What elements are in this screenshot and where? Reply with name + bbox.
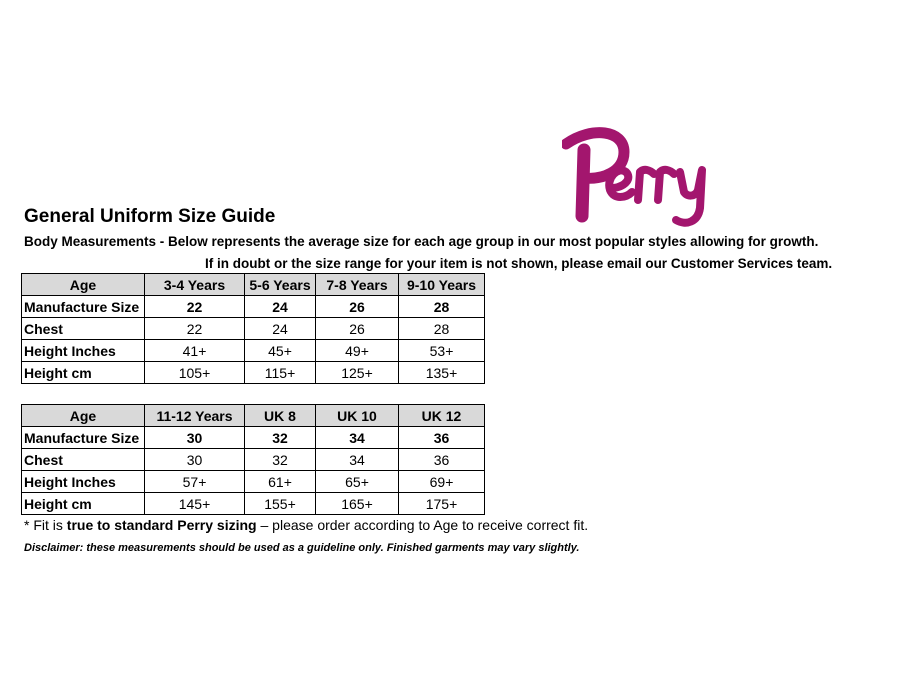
table-cell: 105+ [145, 362, 245, 384]
header-cell: UK 10 [316, 405, 399, 427]
table-cell: 155+ [245, 493, 316, 515]
table-cell: 41+ [145, 340, 245, 362]
row-label: Height Inches [22, 340, 145, 362]
table-cell: 34 [316, 427, 399, 449]
row-label: Height cm [22, 362, 145, 384]
table-cell: 145+ [145, 493, 245, 515]
table-row [22, 427, 485, 449]
table-row [22, 471, 485, 493]
table-cell: 165+ [316, 493, 399, 515]
table-row [22, 340, 485, 362]
table-cell: 69+ [399, 471, 485, 493]
table-row [22, 318, 485, 340]
header-cell: UK 12 [399, 405, 485, 427]
table-cell: 34 [316, 449, 399, 471]
table-cell: 49+ [316, 340, 399, 362]
table-cell: 22 [145, 296, 245, 318]
perry-logo [562, 126, 718, 232]
table-cell: 28 [399, 296, 485, 318]
table-cell: 175+ [399, 493, 485, 515]
table-cell: 26 [316, 296, 399, 318]
size-table-2 [21, 404, 485, 515]
table-cell: 65+ [316, 471, 399, 493]
table-cell: 24 [245, 296, 316, 318]
fit-note-suffix: – please order according to Age to receive correct fit. [256, 517, 589, 533]
table-cell: 61+ [245, 471, 316, 493]
table-cell: 125+ [316, 362, 399, 384]
header-cell: 11-12 Years [145, 405, 245, 427]
table-header-row [22, 405, 485, 427]
intro-line-1: Body Measurements - Below represents the average size for each age group in our most popular styles allowing for growth. [24, 234, 819, 249]
header-cell: 3-4 Years [145, 274, 245, 296]
table-cell: 24 [245, 318, 316, 340]
table-cell: 45+ [245, 340, 316, 362]
intro-line-2: If in doubt or the size range for your item is not shown, please email our Customer Services team. [205, 256, 833, 271]
size-table-1 [21, 273, 485, 384]
table-cell: 135+ [399, 362, 485, 384]
header-cell: 7-8 Years [316, 274, 399, 296]
row-label: Height Inches [22, 471, 145, 493]
table-cell: 53+ [399, 340, 485, 362]
table-cell: 36 [399, 449, 485, 471]
table-row [22, 362, 485, 384]
table-row [22, 449, 485, 471]
disclaimer: Disclaimer: these measurements should be used as a guideline only. Finished garments may vary slightly. [24, 542, 580, 554]
row-label: Height cm [22, 493, 145, 515]
header-cell: 9-10 Years [399, 274, 485, 296]
fit-note [24, 517, 588, 533]
table-header-row [22, 274, 485, 296]
fit-note-prefix: * Fit is [24, 517, 67, 533]
page-title: General Uniform Size Guide [24, 206, 276, 227]
table-cell: 30 [145, 449, 245, 471]
header-cell: 5-6 Years [245, 274, 316, 296]
table-cell: 36 [399, 427, 485, 449]
row-label: Chest [22, 449, 145, 471]
row-label: Chest [22, 318, 145, 340]
table-cell: 26 [316, 318, 399, 340]
header-cell: Age [22, 274, 145, 296]
table-row [22, 296, 485, 318]
row-label: Manufacture Size [22, 296, 145, 318]
table-cell: 28 [399, 318, 485, 340]
fit-note-bold: true to standard Perry sizing [66, 517, 257, 533]
table-cell: 57+ [145, 471, 245, 493]
header-cell: Age [22, 405, 145, 427]
table-cell: 115+ [245, 362, 316, 384]
table-cell: 32 [245, 427, 316, 449]
header-cell: UK 8 [245, 405, 316, 427]
table-cell: 30 [145, 427, 245, 449]
table-row [22, 493, 485, 515]
table-cell: 22 [145, 318, 245, 340]
row-label: Manufacture Size [22, 427, 145, 449]
table-cell: 32 [245, 449, 316, 471]
